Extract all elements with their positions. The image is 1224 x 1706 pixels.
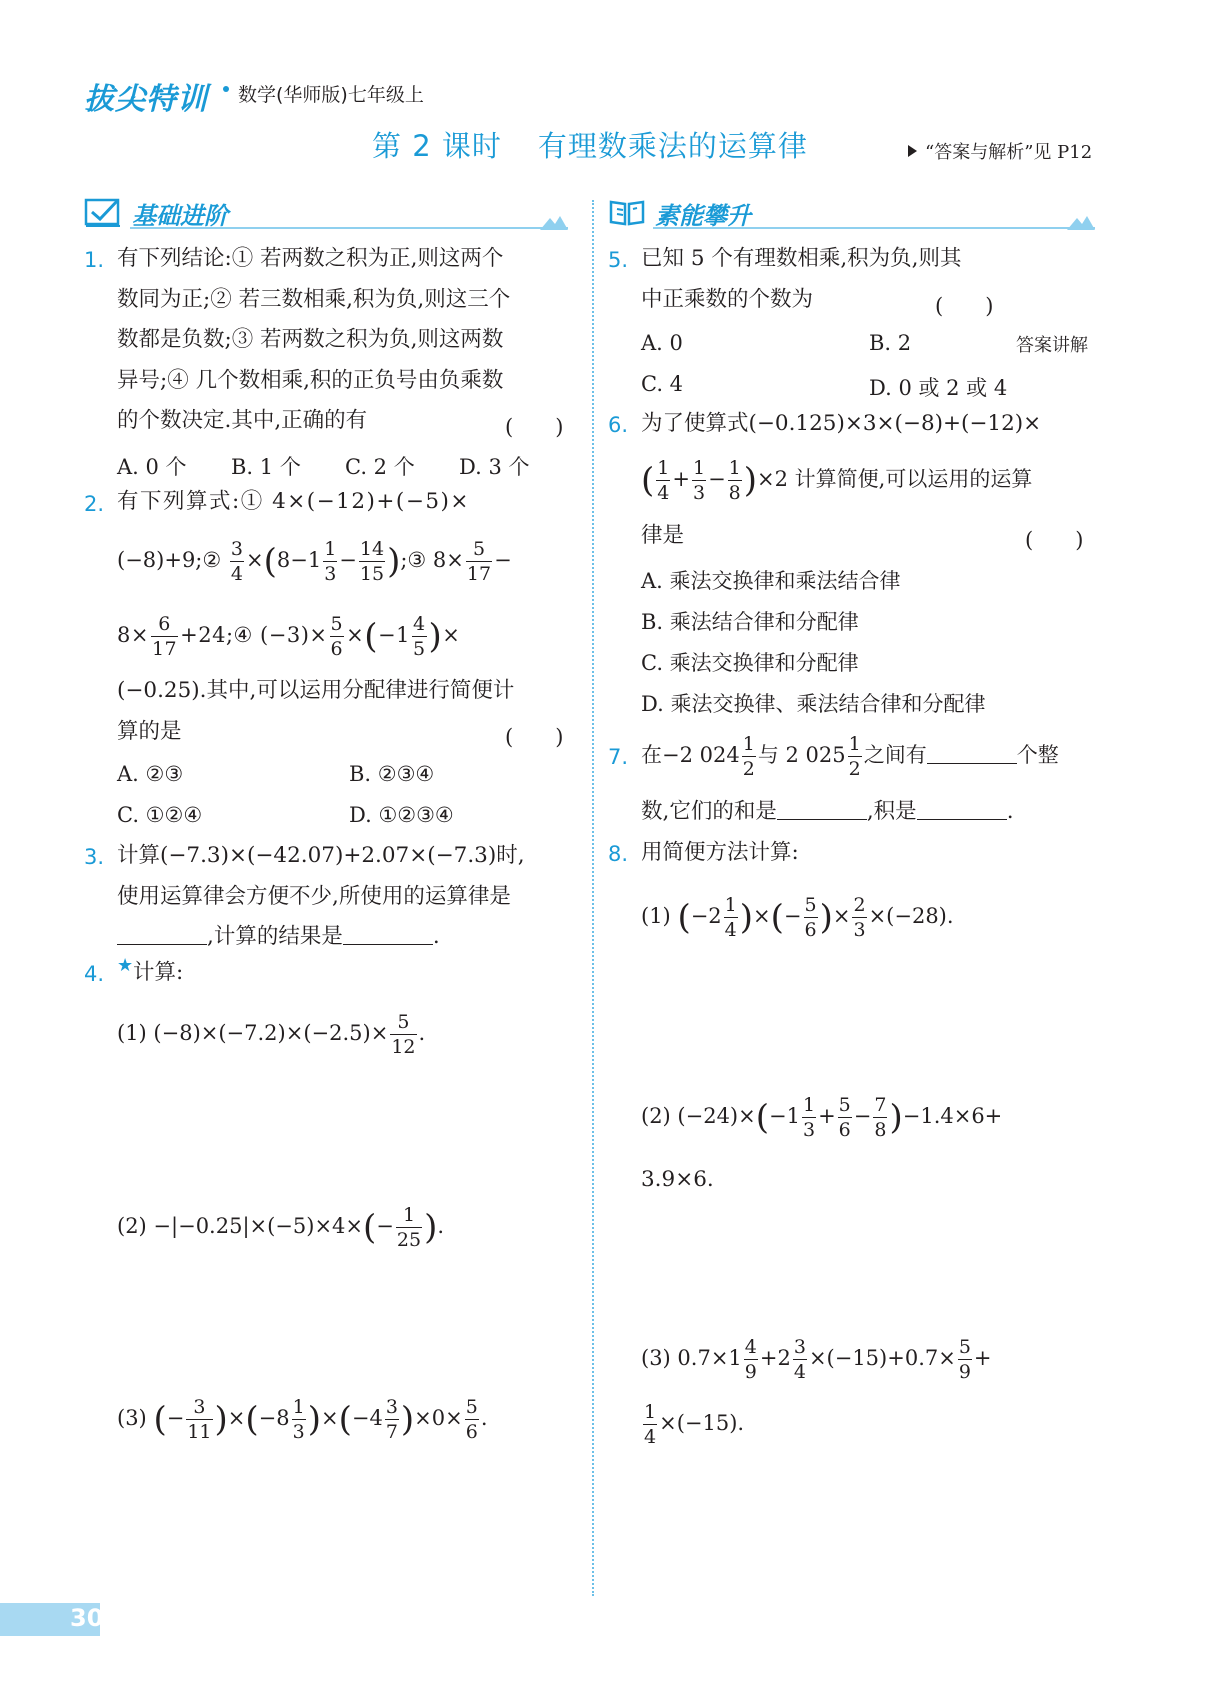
question-6-line3: 律是 <box>641 523 685 548</box>
star-icon: ★ <box>117 955 134 976</box>
question-number: 3. <box>84 845 105 869</box>
fill-blank[interactable] <box>927 762 1017 764</box>
section-header-advanced <box>607 194 1095 230</box>
answer-reference-text: “答案与解析”见 P12 <box>925 142 1093 163</box>
option-b[interactable]: B. 乘法结合律和分配律 <box>641 610 859 634</box>
q4-part-1: (1) (−8)×(−7.2)×(−2.5)× $\frac{5}{12}$ . <box>117 1011 426 1058</box>
answer-video-link[interactable]: 答案讲解 <box>1016 335 1088 356</box>
question-2-line3: 8× $\frac{6}{17}$ +24;④ (−3)× $\frac{5}{6}$ ×(−1 $\frac{4}{5}$ )× <box>117 613 461 660</box>
option-d[interactable]: D. 3 个 <box>459 455 530 479</box>
question-number: 5. <box>608 248 629 272</box>
q8-part-3: (3) 0.7×1 $\frac{4}{9}$ +2 $\frac{3}{4}$ ×(−15)+0.7× $\frac{5}{9}$ + <box>641 1336 992 1383</box>
page-number: 30 <box>70 1604 104 1632</box>
mountain-icon <box>540 214 568 230</box>
checkmark-board-icon <box>84 196 124 228</box>
brand-logo: 拔尖特训 <box>84 82 208 117</box>
play-triangle-icon <box>908 145 917 157</box>
fill-blank[interactable] <box>777 818 867 820</box>
q4-part-3: (3) (− $\frac{3}{11}$ )×(−8 $\frac{1}{3}$ )×(−4 $\frac{3}{7}$ )×0× $\frac{5}{6}$ . <box>117 1396 488 1443</box>
fill-blank[interactable] <box>917 818 1007 820</box>
answer-paren[interactable]: ( ) <box>1025 528 1084 552</box>
question-number: 8. <box>608 842 629 866</box>
question-number: 6. <box>608 413 629 437</box>
question-4-intro: 计算: <box>133 960 184 985</box>
question-8-intro: 用简便方法计算: <box>641 840 799 865</box>
option-b[interactable]: B. 2 <box>869 331 912 355</box>
question-7-line1: 在−2 024 $\frac{1}{2}$ 与 2 025 $\frac{1}{2}$ 之间有 个整 <box>641 733 1059 780</box>
answer-paren[interactable]: ( ) <box>505 725 564 749</box>
answer-reference[interactable] <box>908 138 1092 164</box>
option-c[interactable]: C. ①②④ <box>117 803 203 827</box>
section-title-advanced: 素能攀升 <box>655 202 751 230</box>
lesson-topic: 有理数乘法的运算律 <box>537 129 808 163</box>
question-7-line2: 数,它们的和是 ,积是 . <box>641 799 1014 824</box>
option-b[interactable]: B. ②③④ <box>349 762 435 786</box>
question-number: 2. <box>84 492 105 516</box>
open-book-icon <box>607 196 647 228</box>
q8-part-1: (1) (−2 $\frac{1}{4}$ )×(− $\frac{5}{6}$ )× $\frac{2}{3}$ ×(−28). <box>641 894 954 941</box>
option-a[interactable]: A. 0 个 <box>117 455 187 479</box>
brand-separator-dot <box>223 86 229 92</box>
question-number: 7. <box>608 745 629 769</box>
question-2-line1: 有下列算式:① 4×(−12)+(−5)× <box>117 489 470 514</box>
option-a[interactable]: A. 乘法交换律和乘法结合律 <box>641 569 901 593</box>
column-divider <box>592 200 594 1596</box>
q8-part-3-cont: $\frac{1}{4}$ ×(−15). <box>644 1401 745 1448</box>
option-c[interactable]: C. 乘法交换律和分配律 <box>641 651 859 675</box>
answer-paren[interactable]: ( ) <box>505 415 564 439</box>
question-3-text: 计算(−7.3)×(−42.07)+2.07×(−7.3)时, 使用运算律会方便不少,所使用的运算律是 ,计算的结果是 . <box>117 843 525 949</box>
lesson-title <box>372 124 808 165</box>
section-title-basic: 基础进阶 <box>132 202 228 230</box>
option-b[interactable]: B. 1 个 <box>231 455 301 479</box>
option-a[interactable]: A. 0 <box>641 331 683 355</box>
option-a[interactable]: A. ②③ <box>117 762 184 786</box>
q8-part-2-cont: 3.9×6. <box>641 1167 714 1192</box>
option-d[interactable]: D. ①②③④ <box>349 803 454 827</box>
answer-paren[interactable]: ( ) <box>935 294 994 318</box>
option-c[interactable]: C. 2 个 <box>345 455 415 479</box>
option-c[interactable]: C. 4 <box>641 372 684 396</box>
question-number: 1. <box>84 248 105 272</box>
question-5-text: 已知 5 个有理数相乘,积为负,则其 中正乘数的个数为 <box>641 246 962 312</box>
question-2-text: (−0.25).其中,可以运用分配律进行简便计 算的是 <box>117 678 515 744</box>
subject-label: 数学(华师版)七年级上 <box>238 84 424 106</box>
lesson-number: 第 2 课时 <box>372 129 502 163</box>
option-d[interactable]: D. 乘法交换律、乘法结合律和分配律 <box>641 692 986 716</box>
question-6-line2: ( $\frac{1}{4}$ + $\frac{1}{3}$ − $\frac{1}{8}$ )×2 计算简便,可以运用的运算 <box>641 457 1033 504</box>
q8-part-2: (2) (−24)×(−1 $\frac{1}{3}$ + $\frac{5}{6}$ − $\frac{7}{8}$ )−1.4×6+ <box>641 1094 1003 1141</box>
question-number: 4. <box>84 962 105 986</box>
question-1-text: 有下列结论:① 若两数之积为正,则这两个 数同为正;② 若三数相乘,积为负,则这三个 数都是负数;③ 若两数之积为负,则这两数 异号;④ 几个数相乘,积的正负号由负乘数 的个数决定.其中,正确的有 <box>117 246 511 433</box>
option-d[interactable]: D. 0 或 2 或 4 <box>869 376 1008 400</box>
fill-blank[interactable] <box>343 943 433 945</box>
section-header-basic <box>84 194 568 230</box>
q4-part-2: (2) −|−0.25|×(−5)×4×(− $\frac{1}{25}$ ). <box>117 1204 445 1251</box>
mountain-icon <box>1067 214 1095 230</box>
question-2-line2: (−8)+9;② $\frac{3}{4}$ ×(8−1 $\frac{1}{3}$ − $\frac{14}{15}$ );③ 8× $\frac{5}{17}$ − <box>117 538 512 585</box>
question-6-line1: 为了使算式(−0.125)×3×(−8)+(−12)× <box>641 411 1042 436</box>
fill-blank[interactable] <box>117 943 207 945</box>
